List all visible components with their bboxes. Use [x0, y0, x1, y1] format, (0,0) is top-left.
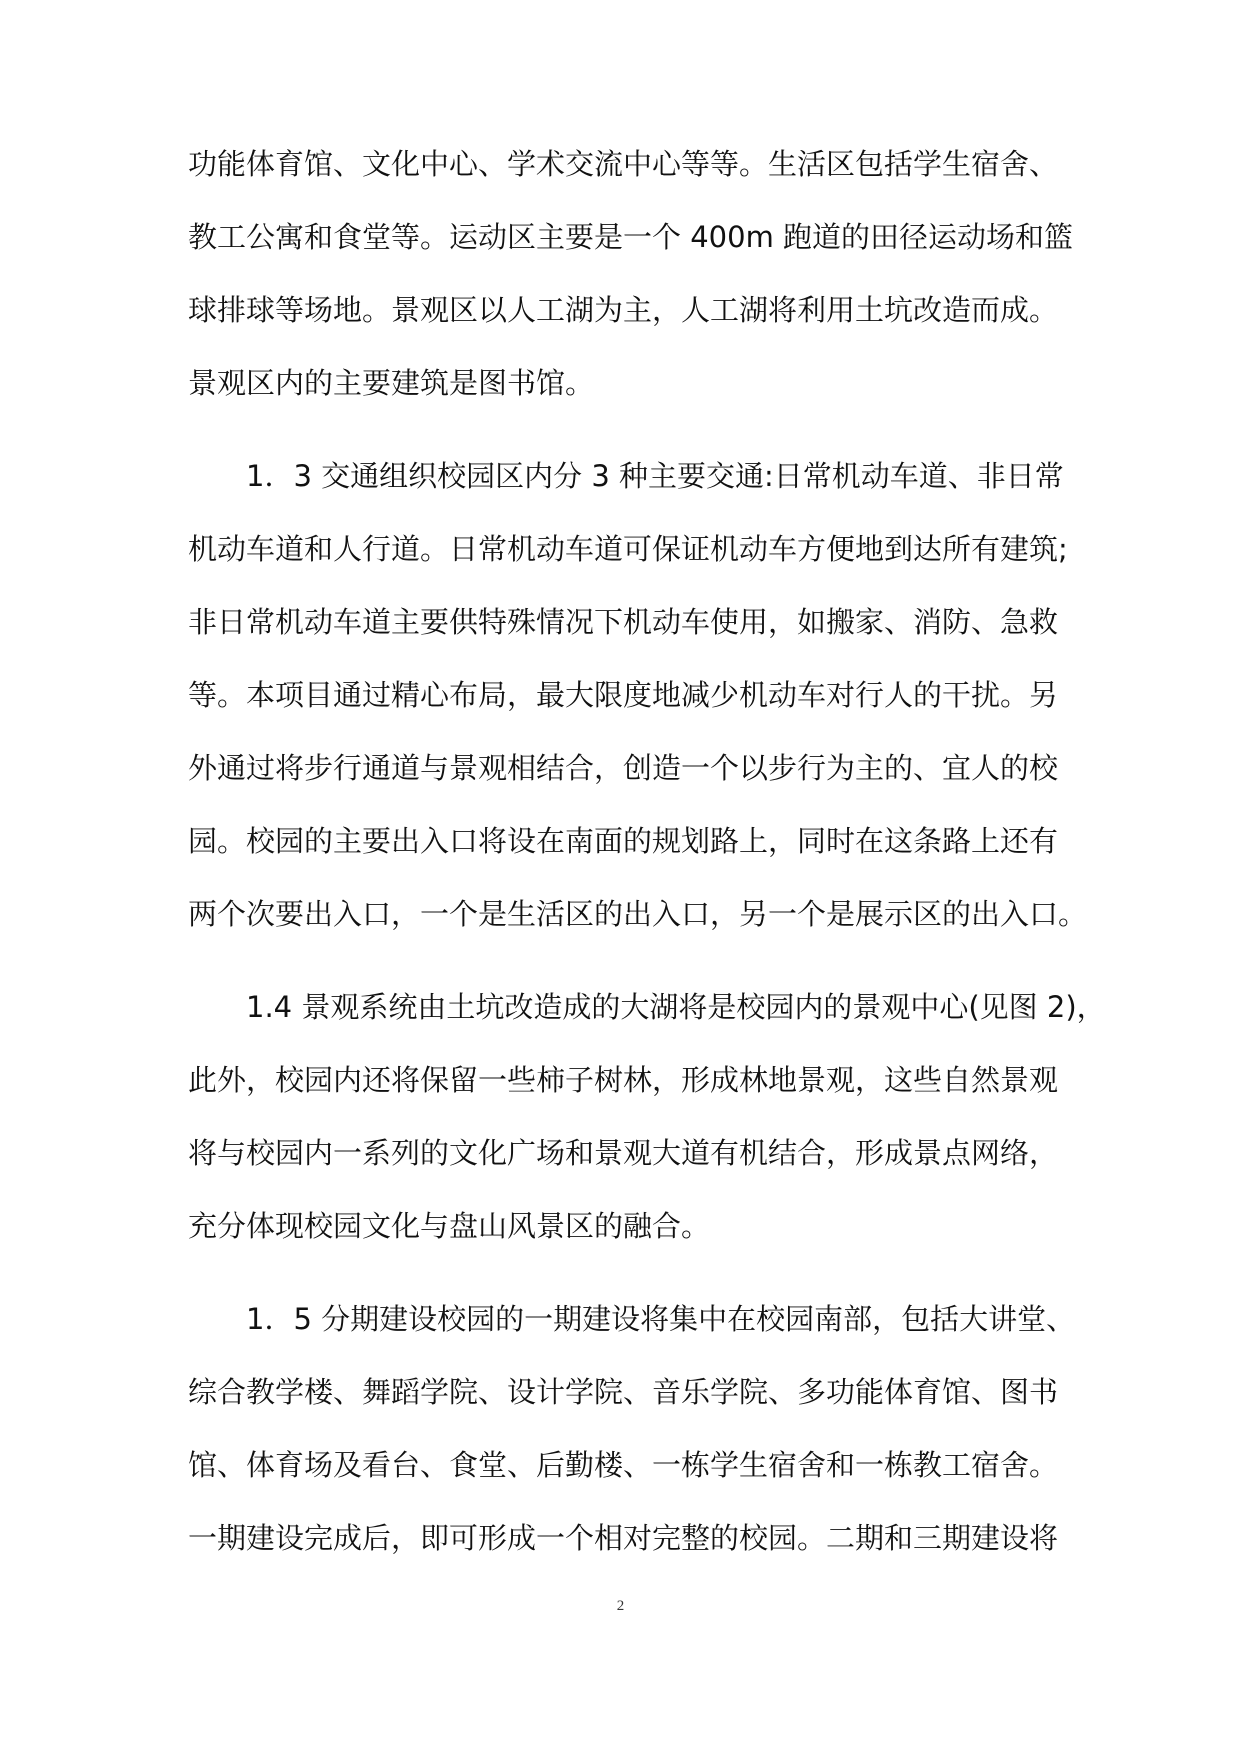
text-line: 1.4 景观系统由土坑改造成的大湖将是校园内的景观中心(见图 2)， — [246, 990, 1106, 1024]
text-line: 等。本项目通过精心布局，最大限度地减少机动车对行人的干扰。另 — [188, 678, 1059, 712]
page-number: 2 — [616, 1598, 625, 1614]
text-line: 两个次要出入口，一个是生活区的出入口，另一个是展示区的出入口。 — [188, 897, 1088, 931]
paragraph-2 — [188, 450, 1088, 961]
text-line: 景观区内的主要建筑是图书馆。 — [188, 366, 595, 400]
text-line: 非日常机动车道主要供特殊情况下机动车使用，如搬家、消防、急救 — [188, 605, 1059, 639]
body-text — [188, 138, 1106, 1585]
text-line: 功能体育馆、文化中心、学术交流中心等等。生活区包括学生宿舍、 — [188, 147, 1059, 181]
text-line: 1．3 交通组织校园区内分 3 种主要交通:日常机动车道、非日常 — [246, 459, 1064, 493]
text-line: 一期建设完成后，即可形成一个相对完整的校园。二期和三期建设将 — [188, 1521, 1059, 1555]
text-line: 馆、体育场及看台、食堂、后勤楼、一栋学生宿舍和一栋教工宿舍。 — [188, 1448, 1059, 1482]
text-line: 将与校园内一系列的文化广场和景观大道有机结合，形成景点网络， — [188, 1136, 1059, 1170]
text-line: 外通过将步行通道与景观相结合，创造一个以步行为主的、宜人的校 — [188, 751, 1059, 785]
text-line: 球排球等场地。景观区以人工湖为主，人工湖将利用土坑改造而成。 — [188, 293, 1059, 327]
paragraph-3 — [188, 981, 1106, 1273]
paragraph-1 — [188, 138, 1074, 430]
text-line: 机动车道和人行道。日常机动车道可保证机动车方便地到达所有建筑; — [188, 532, 1068, 566]
text-line: 1．5 分期建设校园的一期建设将集中在校园南部，包括大讲堂、 — [246, 1302, 1076, 1336]
text-line: 综合教学楼、舞蹈学院、设计学院、音乐学院、多功能体育馆、图书 — [188, 1375, 1059, 1409]
text-line: 此外，校园内还将保留一些柿子树林，形成林地景观，这些自然景观 — [188, 1063, 1059, 1097]
text-line: 园。校园的主要出入口将设在南面的规划路上，同时在这条路上还有 — [188, 824, 1059, 858]
paragraph-4 — [188, 1293, 1076, 1585]
text-line: 教工公寓和食堂等。运动区主要是一个 400m 跑道的田径运动场和篮 — [188, 220, 1074, 254]
text-line: 充分体现校园文化与盘山风景区的融合。 — [188, 1209, 711, 1243]
